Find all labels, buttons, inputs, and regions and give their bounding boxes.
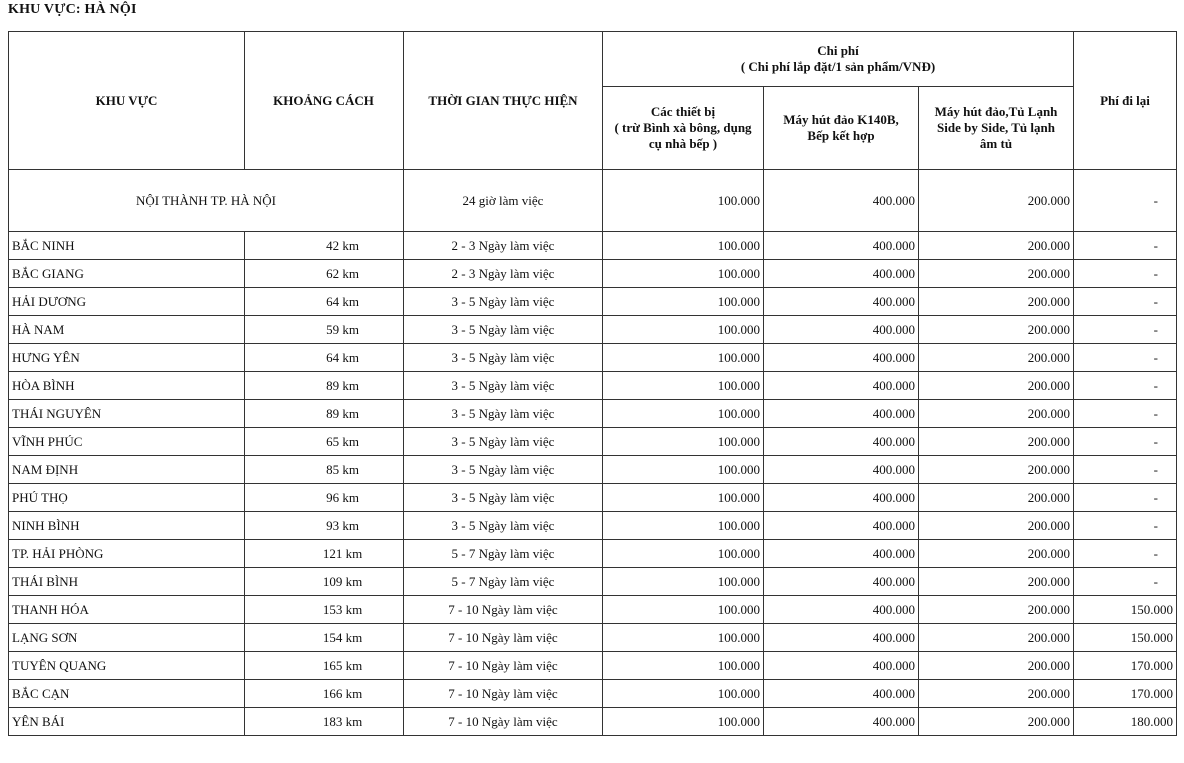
cell-cost-hood: 400.000 <box>764 596 919 624</box>
cell-cost-hood: 400.000 <box>764 260 919 288</box>
cell-area: HẢI DƯƠNG <box>9 288 245 316</box>
table-row <box>9 400 1177 428</box>
cell-cost-fridge: 200.000 <box>919 400 1074 428</box>
cell-area: PHÚ THỌ <box>9 484 245 512</box>
cell-area: THANH HÓA <box>9 596 245 624</box>
header-khu-vuc: KHU VỰC <box>9 32 245 170</box>
cell-distance: 62 km <box>245 260 404 288</box>
cell-cost-fridge: 200.000 <box>919 624 1074 652</box>
cell-cost-hood: 400.000 <box>764 344 919 372</box>
cell-cost-devices: 100.000 <box>603 260 764 288</box>
cell-time: 3 - 5 Ngày làm việc <box>404 456 603 484</box>
cell-time: 3 - 5 Ngày làm việc <box>404 288 603 316</box>
header-cac-thiet-bi-line2: ( trừ Bình xà bông, dụng <box>614 120 752 135</box>
main-row-cost-hood: 400.000 <box>764 170 919 232</box>
header-thoi-gian: THỜI GIAN THỰC HIỆN <box>404 32 603 170</box>
cell-cost-devices: 100.000 <box>603 372 764 400</box>
cell-time: 3 - 5 Ngày làm việc <box>404 428 603 456</box>
cell-cost-hood: 400.000 <box>764 232 919 260</box>
header-phi-di-lai: Phí đi lại <box>1074 32 1177 170</box>
cell-time: 3 - 5 Ngày làm việc <box>404 316 603 344</box>
cell-time: 2 - 3 Ngày làm việc <box>404 232 603 260</box>
main-row-cost-devices: 100.000 <box>603 170 764 232</box>
cell-area: TP. HẢI PHÒNG <box>9 540 245 568</box>
cell-travel: - <box>1074 344 1177 372</box>
cell-cost-fridge: 200.000 <box>919 652 1074 680</box>
cell-travel: 170.000 <box>1074 652 1177 680</box>
cell-travel: 180.000 <box>1074 708 1177 736</box>
cell-area: NINH BÌNH <box>9 512 245 540</box>
header-may-hut-line2: Bếp kết hợp <box>807 128 875 143</box>
cell-cost-fridge: 200.000 <box>919 428 1074 456</box>
main-row-time: 24 giờ làm việc <box>404 170 603 232</box>
cell-cost-hood: 400.000 <box>764 568 919 596</box>
cell-time: 7 - 10 Ngày làm việc <box>404 652 603 680</box>
table-row <box>9 344 1177 372</box>
cell-cost-fridge: 200.000 <box>919 372 1074 400</box>
cell-travel: 150.000 <box>1074 596 1177 624</box>
header-chi-phi-title: Chi phí <box>817 43 859 58</box>
cell-cost-hood: 400.000 <box>764 652 919 680</box>
cell-time: 3 - 5 Ngày làm việc <box>404 400 603 428</box>
header-cac-thiet-bi <box>603 87 764 170</box>
cell-cost-hood: 400.000 <box>764 512 919 540</box>
cell-time: 7 - 10 Ngày làm việc <box>404 624 603 652</box>
cell-time: 5 - 7 Ngày làm việc <box>404 568 603 596</box>
header-tu-lanh-line2: Side by Side, Tủ lạnh <box>937 120 1055 135</box>
cell-cost-devices: 100.000 <box>603 568 764 596</box>
cell-travel: 150.000 <box>1074 624 1177 652</box>
cell-cost-devices: 100.000 <box>603 512 764 540</box>
cell-cost-devices: 100.000 <box>603 680 764 708</box>
table-row <box>9 512 1177 540</box>
header-may-hut-line1: Máy hút đảo K140B, <box>783 112 899 127</box>
cell-cost-hood: 400.000 <box>764 540 919 568</box>
cell-area: VĨNH PHÚC <box>9 428 245 456</box>
cell-cost-hood: 400.000 <box>764 400 919 428</box>
cell-cost-hood: 400.000 <box>764 680 919 708</box>
table-row <box>9 624 1177 652</box>
cell-area: BẮC CẠN <box>9 680 245 708</box>
cell-distance: 183 km <box>245 708 404 736</box>
cell-time: 7 - 10 Ngày làm việc <box>404 708 603 736</box>
cell-distance: 85 km <box>245 456 404 484</box>
cell-area: THÁI NGUYÊN <box>9 400 245 428</box>
cell-cost-devices: 100.000 <box>603 400 764 428</box>
cell-cost-hood: 400.000 <box>764 428 919 456</box>
cell-area: NAM ĐỊNH <box>9 456 245 484</box>
installation-fee-table <box>8 31 1177 736</box>
table-row <box>9 288 1177 316</box>
header-khoang-cach: KHOẢNG CÁCH <box>245 32 404 170</box>
cell-cost-fridge: 200.000 <box>919 344 1074 372</box>
cell-cost-fridge: 200.000 <box>919 456 1074 484</box>
cell-travel: 170.000 <box>1074 680 1177 708</box>
cell-cost-fridge: 200.000 <box>919 316 1074 344</box>
cell-cost-devices: 100.000 <box>603 652 764 680</box>
cell-cost-fridge: 200.000 <box>919 484 1074 512</box>
cell-cost-fridge: 200.000 <box>919 232 1074 260</box>
cell-distance: 165 km <box>245 652 404 680</box>
cell-area: LẠNG SƠN <box>9 624 245 652</box>
header-may-hut-tu-lanh <box>919 87 1074 170</box>
header-cac-thiet-bi-line1: Các thiết bị <box>650 104 716 119</box>
cell-travel: - <box>1074 428 1177 456</box>
cell-distance: 59 km <box>245 316 404 344</box>
cell-distance: 65 km <box>245 428 404 456</box>
table-row <box>9 596 1177 624</box>
cell-cost-devices: 100.000 <box>603 232 764 260</box>
cell-cost-fridge: 200.000 <box>919 512 1074 540</box>
cell-distance: 42 km <box>245 232 404 260</box>
main-row-cost-fridge: 200.000 <box>919 170 1074 232</box>
cell-distance: 121 km <box>245 540 404 568</box>
cell-area: BẮC GIANG <box>9 260 245 288</box>
cell-travel: - <box>1074 288 1177 316</box>
header-tu-lanh-line3: âm tủ <box>979 136 1013 151</box>
table-row <box>9 484 1177 512</box>
table-row <box>9 428 1177 456</box>
cell-distance: 109 km <box>245 568 404 596</box>
cell-travel: - <box>1074 372 1177 400</box>
cell-cost-hood: 400.000 <box>764 456 919 484</box>
cell-cost-devices: 100.000 <box>603 316 764 344</box>
header-chi-phi-subtitle: ( Chi phí lắp đặt/1 sản phẩm/VNĐ) <box>740 59 936 74</box>
cell-cost-devices: 100.000 <box>603 288 764 316</box>
cell-cost-hood: 400.000 <box>764 708 919 736</box>
cell-travel: - <box>1074 260 1177 288</box>
cell-time: 3 - 5 Ngày làm việc <box>404 344 603 372</box>
cell-time: 3 - 5 Ngày làm việc <box>404 372 603 400</box>
cell-cost-devices: 100.000 <box>603 540 764 568</box>
cell-area: HƯNG YÊN <box>9 344 245 372</box>
region-title: KHU VỰC: HÀ NỘI <box>8 2 137 17</box>
cell-travel: - <box>1074 316 1177 344</box>
cell-time: 3 - 5 Ngày làm việc <box>404 484 603 512</box>
cell-distance: 89 km <box>245 400 404 428</box>
table-row <box>9 652 1177 680</box>
cell-distance: 96 km <box>245 484 404 512</box>
cell-distance: 64 km <box>245 288 404 316</box>
cell-time: 5 - 7 Ngày làm việc <box>404 540 603 568</box>
header-tu-lanh-line1: Máy hút đảo,Tủ Lạnh <box>934 104 1058 119</box>
cell-area: YÊN BÁI <box>9 708 245 736</box>
cell-cost-fridge: 200.000 <box>919 260 1074 288</box>
cell-cost-fridge: 200.000 <box>919 288 1074 316</box>
cell-cost-fridge: 200.000 <box>919 680 1074 708</box>
cell-distance: 166 km <box>245 680 404 708</box>
cell-cost-devices: 100.000 <box>603 484 764 512</box>
cell-area: HÀ NAM <box>9 316 245 344</box>
main-row-area: NỘI THÀNH TP. HÀ NỘI <box>9 170 404 232</box>
cell-cost-devices: 100.000 <box>603 624 764 652</box>
main-row <box>9 170 1177 232</box>
cell-cost-hood: 400.000 <box>764 484 919 512</box>
cell-cost-hood: 400.000 <box>764 288 919 316</box>
main-row-travel: - <box>1074 170 1177 232</box>
cell-cost-fridge: 200.000 <box>919 708 1074 736</box>
table-row <box>9 232 1177 260</box>
table-row <box>9 708 1177 736</box>
cell-time: 7 - 10 Ngày làm việc <box>404 680 603 708</box>
table-row <box>9 568 1177 596</box>
cell-travel: - <box>1074 512 1177 540</box>
cell-travel: - <box>1074 484 1177 512</box>
cell-area: BẮC NINH <box>9 232 245 260</box>
cell-area: TUYÊN QUANG <box>9 652 245 680</box>
cell-distance: 93 km <box>245 512 404 540</box>
table-row <box>9 316 1177 344</box>
cell-cost-fridge: 200.000 <box>919 540 1074 568</box>
cell-area: THÁI BÌNH <box>9 568 245 596</box>
cell-cost-devices: 100.000 <box>603 596 764 624</box>
cell-travel: - <box>1074 568 1177 596</box>
cell-cost-fridge: 200.000 <box>919 568 1074 596</box>
cell-distance: 154 km <box>245 624 404 652</box>
cell-cost-fridge: 200.000 <box>919 596 1074 624</box>
table-row <box>9 540 1177 568</box>
cell-distance: 153 km <box>245 596 404 624</box>
cell-cost-devices: 100.000 <box>603 708 764 736</box>
header-chi-phi <box>603 32 1074 87</box>
header-cac-thiet-bi-line3: cụ nhà bếp ) <box>648 136 718 151</box>
cell-travel: - <box>1074 456 1177 484</box>
cell-travel: - <box>1074 400 1177 428</box>
cell-time: 3 - 5 Ngày làm việc <box>404 512 603 540</box>
cell-time: 7 - 10 Ngày làm việc <box>404 596 603 624</box>
table-row <box>9 372 1177 400</box>
table-row <box>9 260 1177 288</box>
cell-cost-devices: 100.000 <box>603 428 764 456</box>
header-may-hut-dao <box>764 87 919 170</box>
cell-cost-hood: 400.000 <box>764 372 919 400</box>
cell-time: 2 - 3 Ngày làm việc <box>404 260 603 288</box>
cell-area: HÒA BÌNH <box>9 372 245 400</box>
cell-distance: 64 km <box>245 344 404 372</box>
cell-travel: - <box>1074 232 1177 260</box>
cell-travel: - <box>1074 540 1177 568</box>
table-row <box>9 680 1177 708</box>
cell-cost-devices: 100.000 <box>603 456 764 484</box>
cell-distance: 89 km <box>245 372 404 400</box>
table-body <box>9 170 1177 736</box>
cell-cost-hood: 400.000 <box>764 624 919 652</box>
cell-cost-devices: 100.000 <box>603 344 764 372</box>
cell-cost-hood: 400.000 <box>764 316 919 344</box>
table-row <box>9 456 1177 484</box>
